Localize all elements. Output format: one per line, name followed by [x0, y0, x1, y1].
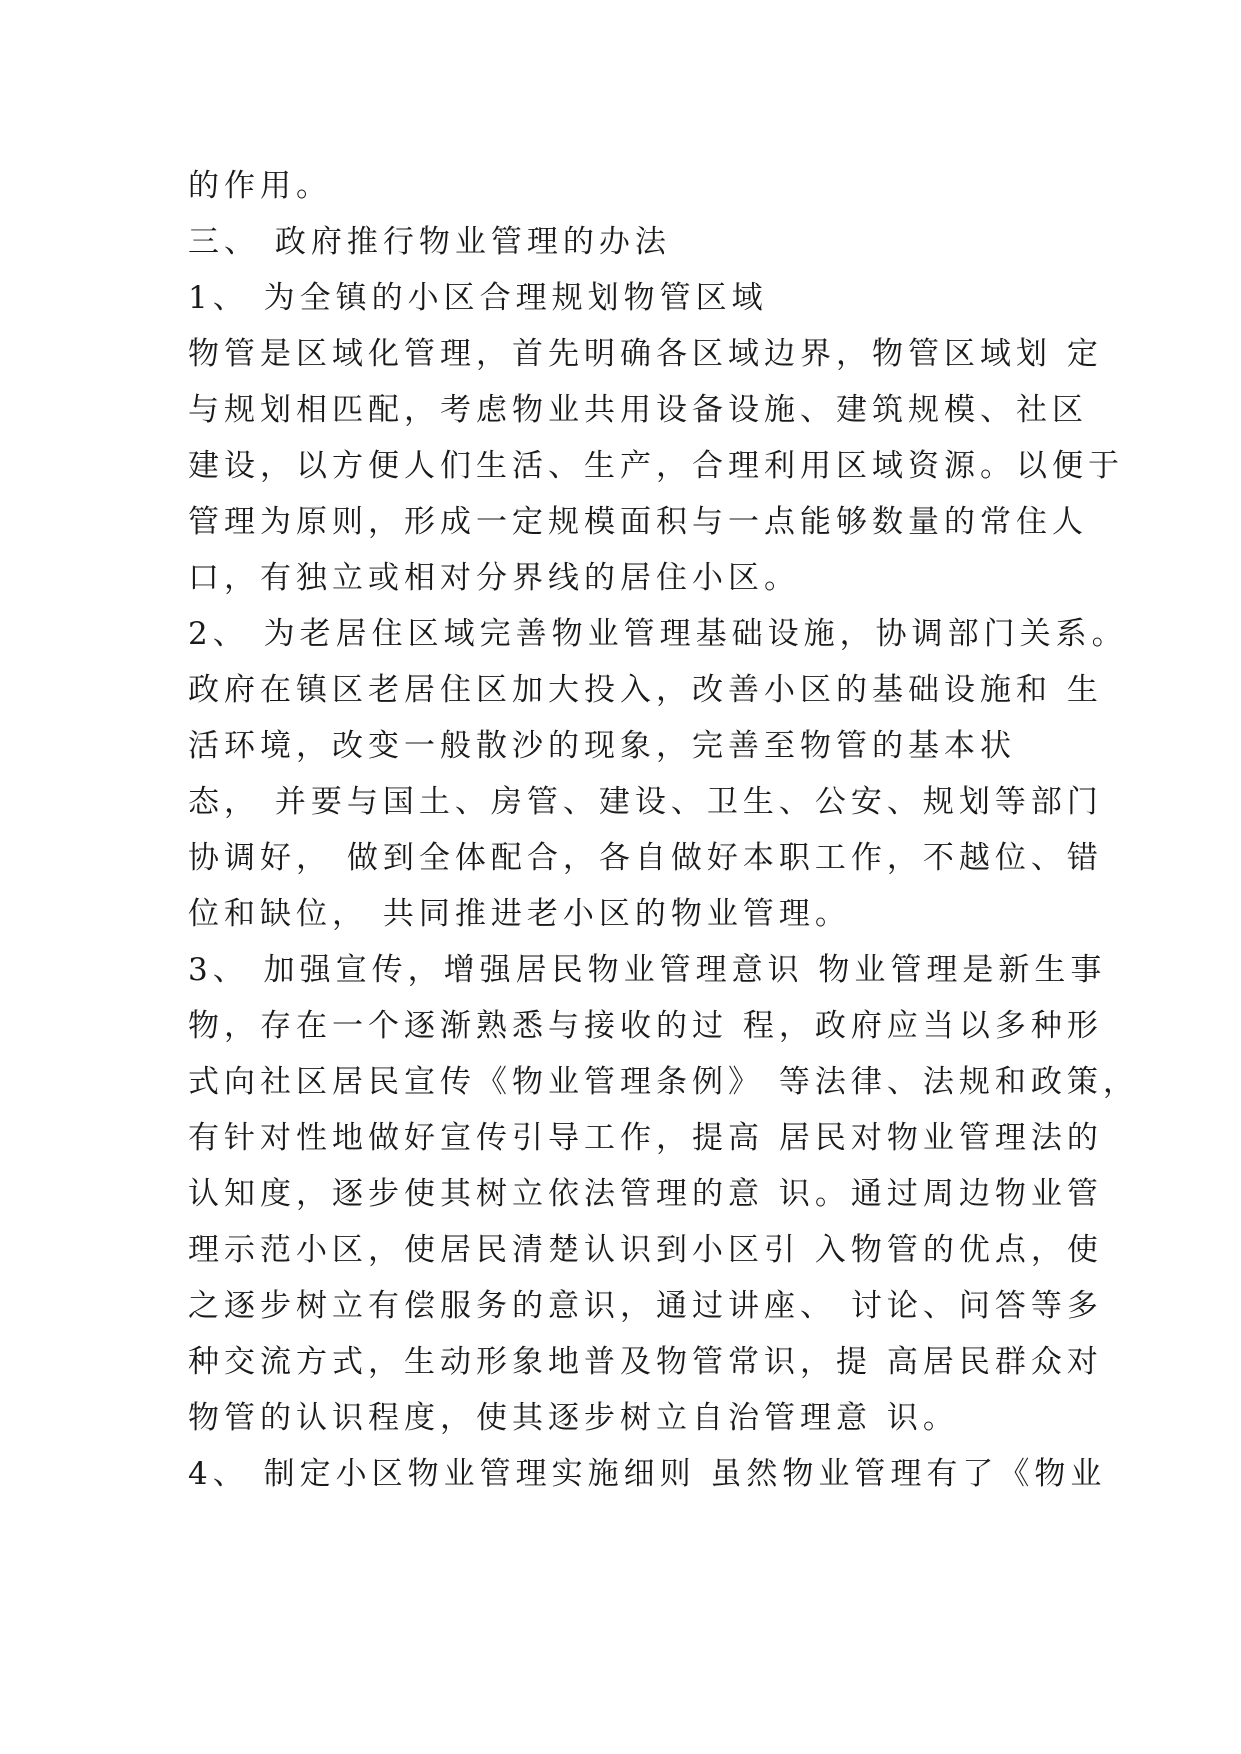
- document-body: [188, 158, 1139, 1502]
- text-line: 建设，以方便人们生活、生产，合理利用区域资源。以便于: [188, 448, 1124, 484]
- numbered-item-heading: 3、 加强宣传，增强居民物业管理意识 物业管理是新生事: [188, 952, 1107, 988]
- text-line: 式向社区居民宣传《物业管理条例》 等法律、法规和政策，: [188, 1064, 1139, 1100]
- text-line: 认知度，逐步使其树立依法管理的意 识。通过周边物业管: [188, 1176, 1103, 1212]
- text-line: 口，有独立或相对分界线的居住小区。: [188, 560, 800, 596]
- numbered-item-heading: 4、 制定小区物业管理实施细则 虽然物业管理有了《物业: [188, 1456, 1107, 1492]
- numbered-item-heading: 2、 为老居住区域完善物业管理基础设施，协调部门关系。: [188, 616, 1128, 652]
- text-line: 种交流方式，生动形象地普及物管常识，提 高居民群众对: [188, 1344, 1103, 1380]
- text-line: 协调好， 做到全体配合，各自做好本职工作，不越位、错: [188, 840, 1103, 876]
- text-line: 政府在镇区老居住区加大投入，改善小区的基础设施和 生: [188, 672, 1103, 708]
- text-line: 活环境，改变一般散沙的现象，完善至物管的基本状: [188, 728, 1016, 764]
- text-line: 物管的认识程度，使其逐步树立自治管理意 识。: [188, 1400, 959, 1436]
- text-line: 物，存在一个逐渐熟悉与接收的过 程，政府应当以多种形: [188, 1008, 1103, 1044]
- text-line: 有针对性地做好宣传引导工作，提高 居民对物业管理法的: [188, 1120, 1103, 1156]
- text-line: 之逐步树立有偿服务的意识，通过讲座、 讨论、问答等多: [188, 1288, 1103, 1324]
- text-line: 位和缺位， 共同推进老小区的物业管理。: [188, 896, 851, 932]
- text-line: 理示范小区，使居民清楚认识到小区引 入物管的优点，使: [188, 1232, 1103, 1268]
- text-line: 物管是区域化管理，首先明确各区域边界，物管区域划 定: [188, 336, 1103, 372]
- numbered-item-heading: 1、 为全镇的小区合理规划物管区域: [188, 280, 768, 316]
- text-line: 的作用。: [188, 168, 332, 204]
- text-line: 管理为原则，形成一定规模面积与一点能够数量的常住人: [188, 504, 1088, 540]
- text-line: 态， 并要与国土、房管、建设、卫生、公安、规划等部门: [188, 784, 1103, 820]
- section-heading: 三、 政府推行物业管理的办法: [188, 224, 671, 260]
- text-line: 与规划相匹配，考虑物业共用设备设施、建筑规模、社区: [188, 392, 1088, 428]
